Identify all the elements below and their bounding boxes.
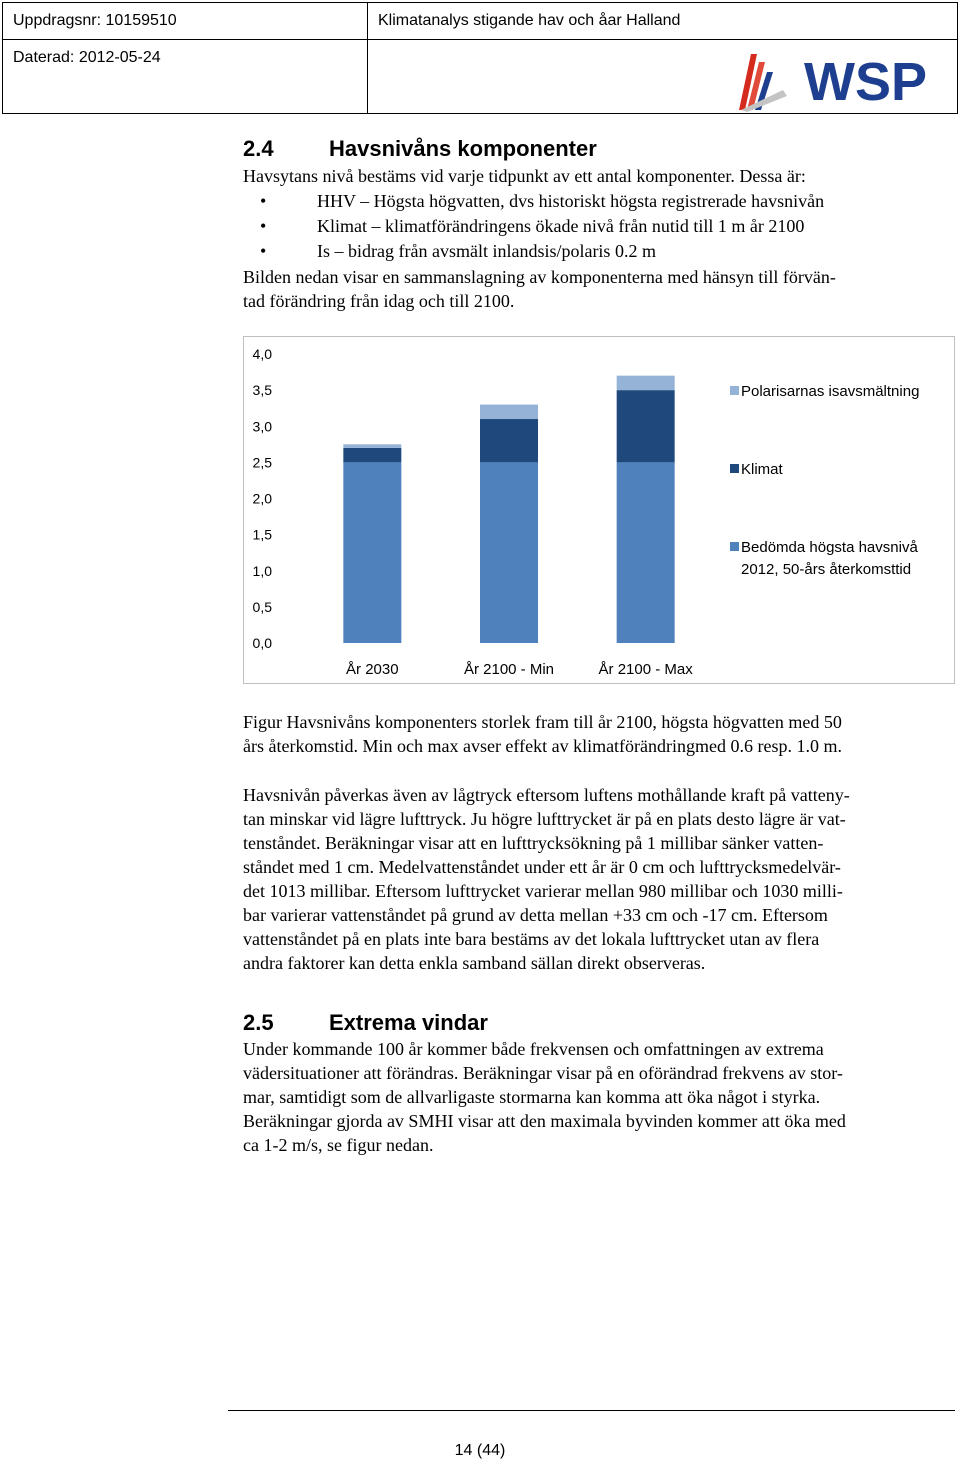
paragraph-line: vattenståndet på en plats inte bara bestäms av det lokala lufttrycket utan av flera xyxy=(243,929,820,949)
paragraph-line: bar varierar vattenståndet på grund av detta mellan +33 cm och -17 cm. Eftersom xyxy=(243,905,828,925)
assignment-number: Uppdragsnr: 10159510 xyxy=(2,2,368,40)
x-tick-label: År 2030 xyxy=(346,661,399,678)
bar-segment xyxy=(617,462,675,643)
y-tick-label: 1,0 xyxy=(252,562,272,579)
bar-segment xyxy=(480,405,538,419)
list-item: • Klimat – klimatförändringens ökade nivå från nutid till 1 m år 2100 xyxy=(243,214,824,239)
bar-segment xyxy=(480,419,538,462)
bar-segment xyxy=(617,376,675,390)
section-heading-2-5 xyxy=(243,1010,488,1036)
paragraph-line: Under kommande 100 år kommer både frekvensen och omfattningen av extrema xyxy=(243,1039,824,1059)
section-number: 2.4 xyxy=(243,136,274,161)
bar-segment xyxy=(343,448,401,462)
y-tick-label: 0,5 xyxy=(252,598,272,615)
legend-swatch xyxy=(730,386,739,395)
paragraph-line: tan minskar vid lägre lufttryck. Ju högre lufttrycket är på en plats desto lägre är vat- xyxy=(243,809,846,829)
legend-label: Klimat xyxy=(741,461,783,478)
list-item: • HHV – Högsta högvatten, dvs historiskt högsta registrerade havsnivån xyxy=(243,189,824,214)
paragraph-line: tad förändring från idag och till 2100. xyxy=(243,291,515,311)
component-list xyxy=(243,189,824,264)
section-title: Havsnivåns komponenter xyxy=(329,136,597,161)
wsp-logo xyxy=(737,48,933,112)
paragraph-line: andra faktorer kan detta enkla samband sällan direkt observeras. xyxy=(243,953,706,973)
legend-label: Bedömda högsta havsnivå xyxy=(741,539,918,556)
x-tick-label: År 2100 - Max xyxy=(598,661,693,678)
footer-divider xyxy=(228,1410,955,1411)
section-heading-2-4 xyxy=(243,136,597,162)
paragraph-line: det 1013 millibar. Eftersom lufttrycket varierar mellan 980 millibar och 1030 milli- xyxy=(243,881,843,901)
paragraph-line: vädersituationer att förändras. Beräkningar visar på en oförändrad frekvens av stor- xyxy=(243,1063,843,1083)
logo-cell xyxy=(367,39,958,114)
stacked-bar-chart xyxy=(243,336,955,684)
legend-label: Polarisarnas isavsmältning xyxy=(741,383,920,400)
y-tick-label: 3,0 xyxy=(252,418,272,435)
document-title: Klimatanalys stigande hav och åar Halland xyxy=(367,2,958,40)
section-number: 2.5 xyxy=(243,1010,274,1035)
legend-swatch xyxy=(730,464,739,473)
paragraph-line: ståndet med 1 cm. Medelvattenståndet under ett år är 0 cm och lufttrycksmedelvär- xyxy=(243,857,841,877)
bar-segment xyxy=(617,390,675,462)
figure-caption-line: års återkomstid. Min och max avser effekt av klimatförändringmed 0.6 resp. 1.0 m. xyxy=(243,736,843,756)
y-tick-label: 2,0 xyxy=(252,490,272,507)
figure-caption-line: Figur Havsnivåns komponenters storlek fram till år 2100, högsta högvatten med 50 xyxy=(243,712,842,732)
legend-label: 2012, 50-års återkomsttid xyxy=(741,561,912,578)
document-date: Daterad: 2012-05-24 xyxy=(2,39,368,114)
legend-swatch xyxy=(730,542,739,551)
list-item: • Is – bidrag från avsmält inlandsis/polaris 0.2 m xyxy=(243,239,824,264)
paragraph-line: ca 1-2 m/s, se figur nedan. xyxy=(243,1135,434,1155)
page-number: 14 (44) xyxy=(454,1442,506,1459)
y-tick-label: 1,5 xyxy=(252,526,272,543)
chart-svg xyxy=(244,337,956,685)
paragraph-line: tenståndet. Beräkningar visar att en lufttrycksökning på 1 millibar sänker vatten- xyxy=(243,833,824,853)
paragraph-line: mar, samtidigt som de allvarligaste stormarna kan komma att öka något i styrka. xyxy=(243,1087,821,1107)
page-header xyxy=(2,2,958,114)
y-tick-label: 3,5 xyxy=(252,382,272,399)
bar-segment xyxy=(480,462,538,643)
bar-segment xyxy=(343,444,401,448)
x-tick-label: År 2100 - Min xyxy=(463,661,555,678)
y-tick-label: 0,0 xyxy=(252,635,272,651)
paragraph-line: Bilden nedan visar en sammanslagning av komponenterna med hänsyn till förvän- xyxy=(243,267,836,287)
paragraph-line: Beräkningar gjorda av SMHI visar att den maximala byvinden kommer att öka med xyxy=(243,1111,846,1131)
paragraph-line: Havsnivån påverkas även av lågtryck eftersom luftens mothållande kraft på vatteny- xyxy=(243,785,850,805)
section-title: Extrema vindar xyxy=(329,1010,488,1035)
y-tick-label: 4,0 xyxy=(252,346,272,362)
bar-segment xyxy=(343,462,401,643)
section-intro: Havsytans nivå bestäms vid varje tidpunkt av ett antal komponenter. Dessa är: xyxy=(243,166,806,186)
y-tick-label: 2,5 xyxy=(252,454,272,471)
logo-text: WSP xyxy=(803,52,927,112)
